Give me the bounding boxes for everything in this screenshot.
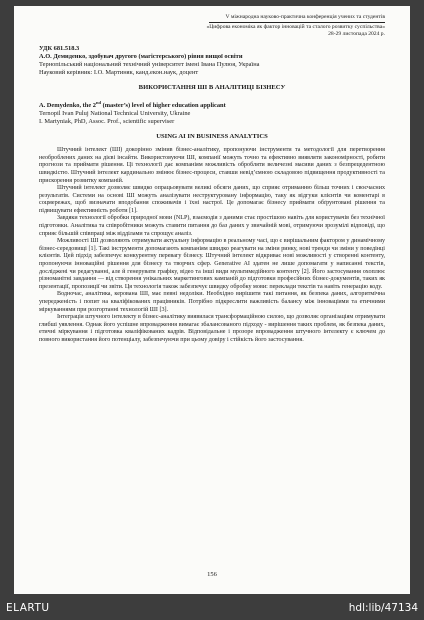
paragraph: Штучний інтелект (ШІ) докорінно змінив бізнес-аналітику, пропонуючи інструменти та методології для перетворення необроблених даних на дієві інсайти. Використовуючи ШІ, компанії можуть точно та ефективно виявляти закономірності, робити прогнози та приймати рішення. Ці технології дає компаніям можливість обробляти величезні масиви даних з безпрецедентною швидкістю. Штучний інтелект кардинально змінює бізнес-процеси, ставши невід’ємною складовою підвищення продуктивності та прискорення розвитку компаній.	[39, 147, 385, 184]
conference-subtitle: «Цифрова економіка як фактор інновацій та сталого розвитку суспільства»	[206, 24, 385, 30]
supervisor-en: I. Martyniak, PhD, Assoc. Prof., scientific superviser	[39, 118, 175, 126]
affiliation-ua: Тернопільський національний технічний університет імені Івана Пулюя, Україна	[39, 61, 260, 68]
title-ua: ВИКОРИСТАННЯ ШІ В АНАЛІТИЦІ БІЗНЕСУ	[138, 84, 286, 91]
conference-header	[39, 14, 385, 38]
conference-title: V міжнародна науково-практична конференція учених та студентів	[225, 14, 385, 20]
udk-code: УДК 681.518.3	[39, 45, 80, 52]
viewer-footer	[0, 598, 424, 618]
author-en-level: (master’s) level of higher education applicant	[101, 102, 226, 110]
paragraph: Штучний інтелект дозволяє швидко опрацьовувати великі обсяги даних, що сприяє отриманню більш точних і своєчасних результатів. Системи на основі ШІ можуть аналізувати неструктуровану інформацію, таку як відгуки клієнтів чи коментарі в соцмережах, щоб визначати вподобання споживачів і їхні настрої. Це допомагає бізнесу приймати обґрунтовані рішення та підвищувати ефективність роботи [1].	[39, 185, 385, 214]
paragraph: Можливості ШІ дозволяють отримувати актуальну інформацію в реальному часі, що є вирішальним фактором у динамічному бізнес-середовищі [1]. Такі інструменти допомагають компаніям швидко реагувати на зміни ринку, нові тренди чи зміни у поведінці клієнтів. Цей підхід забезпечує конкурентну перевагу бізнесу. Штучний інтелект відкриває нові можливості у створенні контенту, пропонуючи інноваційні рішення для бізнесу та творчих сфер. Generative AI здатен не лише допомагати у написанні текстів, досліджені чи редагуванні, але й генерувати графіку, відео та інші види мультимедійного контенту [2]. Його застосування охоплює різноманітні завдання — від створення унікальних маркетингових кампаній до підготовки професійних бізнес-документів, таких як презентації, пропозиції чи звіти. Ця технологія також забезпечує швидку обробку мови: переклади текстів та навіть генерацію коду.	[39, 238, 385, 290]
supervisor-ua: Науковий керівник: І.О. Мартиняк, канд.екон.наук, доцент	[39, 69, 199, 76]
title-en: USING AI IN BUSINESS ANALYTICS	[156, 133, 268, 141]
paragraph: Водночас, аналітика, керована ШІ, має певні недоліки. Необхідно вирішити такі питання, як безпека даних, алгоритмічна упередженість і попит на кваліфікованих працівників. Потрібно підкреслити важливість балансу між інноваціями та етичними міркуваннями при розгортанні технологій ШІ [3].	[39, 291, 385, 313]
author-en-name: A. Demydenko, the 2	[39, 102, 96, 110]
header-rule	[209, 22, 385, 23]
article-body	[39, 147, 385, 344]
page-number: 156	[207, 571, 217, 578]
author-ua: А.О. Демиденко, здобувач другого (магістерського) рівня вищої освіти	[39, 53, 243, 60]
author-en	[39, 99, 385, 110]
author-en-sup: nd	[95, 100, 101, 105]
paper-page	[14, 6, 410, 594]
paragraph: Завдяки технології обробки природної мови (NLP), взаємодія з даними стає простішою навіть для користувачів без технічної підготовки. Аналітика та співробітники можуть ставити питання до баз даних у звичайній мові, отримуючи зрозумілі відповіді, що сприяє більшій співпраці між відділами та спрощує аналіз.	[39, 215, 385, 237]
affiliation-en: Ternopil Ivan Puluj National Technical University, Ukraine	[39, 110, 191, 118]
conference-date: 28-29 листопада 2024 р.	[328, 31, 385, 37]
handle-label: hdl:lib/47134	[348, 602, 418, 614]
paragraph: Інтеграція штучного інтелекту в бізнес-аналітику виявилася трансформаційною силою, що дозволяє організаціям отримувати глибші уявлення. Однак його успішне впровадження вимагає збалансованого підходу - вирішення таких проблем, як безпека даних, етичні міркування і підготовка кваліфікованих кадрів. Відповідальне і прозоре впровадження штучного інтелекту є ключем до повного використання його потенціалу, забезпечуючи при цьому довіру і стійкість його застосування.	[39, 314, 385, 343]
repository-label: ELARTU	[6, 602, 50, 614]
